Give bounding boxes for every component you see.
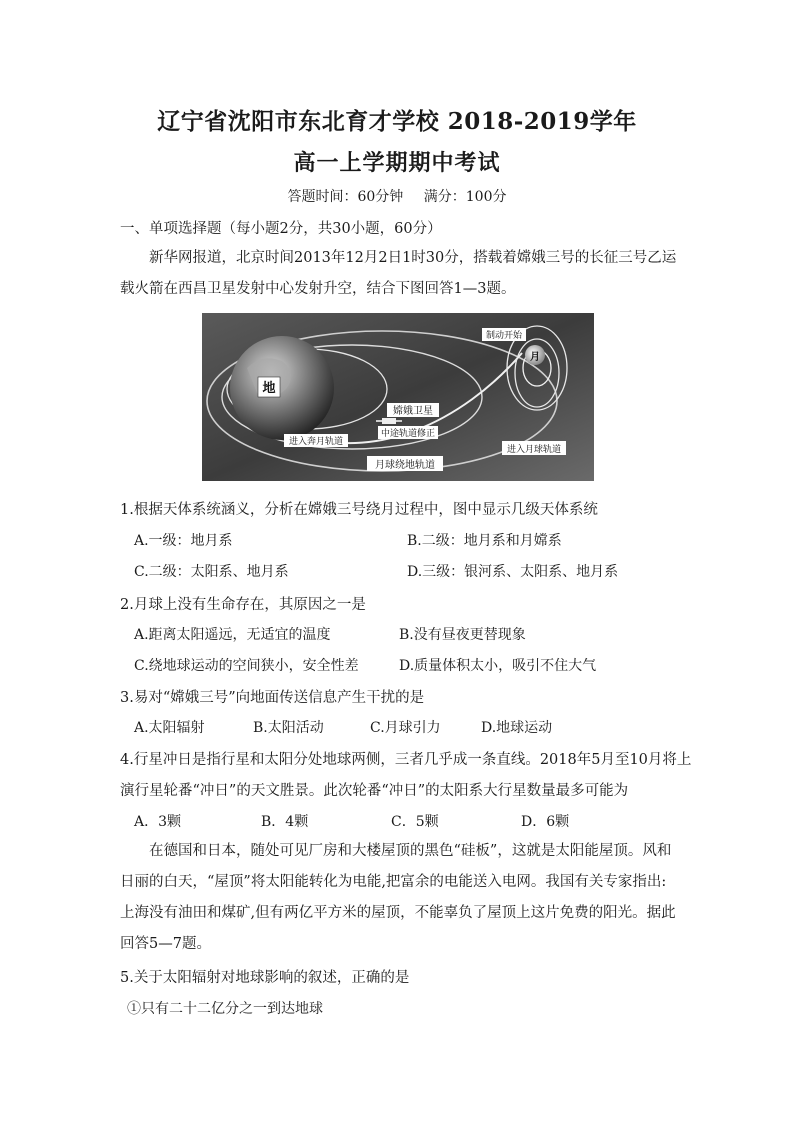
question-1-option-a: A.一级：地月系: [134, 533, 233, 549]
score-info: 满分：100分: [423, 189, 507, 205]
orbit-diagram: [202, 313, 594, 481]
passage-1-text: 新华网报道，北京时间2013年12月2日1时30分，搭载着嫦娥三号的长征三号乙运载火箭在西昌卫星发射中心发射升空，结合下图回答1—3题。: [120, 250, 677, 297]
question-2-stem: 2.月球上没有生命存在，其原因之一是: [120, 597, 366, 613]
question-4-option-c: C．5颗: [391, 814, 439, 830]
question-4-stem-line1: 4.行星冲日是指行星和太阳分处地球两侧，三者几乎成一条直线。2018年5月至10月将上: [120, 752, 692, 768]
question-3-option-a: A.太阳辐射: [134, 720, 205, 736]
orbit-figure: [202, 313, 594, 481]
question-3-option-b: B.太阳活动: [253, 720, 324, 736]
time-info: 答题时间：60分钟: [287, 189, 404, 205]
question-1-option-c: C.二级：太阳系、地月系: [134, 564, 289, 580]
lunar-orbit-label: 进入月球轨道: [506, 445, 562, 455]
question-1-option-b: B.二级：地月系和月嫦系: [407, 533, 562, 549]
question-4-stem-line2: 演行星轮番“冲日”的天文胜景。此次轮番“冲日”的太阳系大行星数量最多可能为: [120, 783, 629, 799]
question-1-stem: 1.根据天体系统涵义，分析在嫦娥三号绕月过程中，图中显示几级天体系统: [120, 502, 598, 518]
question-3-option-d: D.地球运动: [481, 720, 553, 736]
transfer-label: 进入奔月轨道: [288, 437, 344, 447]
question-5-item-1: ①只有二十二亿分之一到达地球: [127, 1001, 323, 1017]
question-4-option-b: B．4颗: [261, 814, 309, 830]
question-2-option-a: A.距离太阳遥远，无适宜的温度: [134, 627, 331, 643]
passage-2: [120, 836, 680, 960]
satellite-panel-right: [396, 420, 402, 422]
moon-earth-orbit-label: 月球绕地轨道: [375, 460, 435, 471]
satellite-icon: [382, 418, 396, 424]
question-1-option-d: D.三级：银河系、太阳系、地月系: [407, 564, 619, 580]
exam-title-line2: 高一上学期期中考试: [293, 150, 501, 176]
question-5-stem: 5.关于太阳辐射对地球影响的叙述，正确的是: [120, 970, 410, 986]
question-2-option-c: C.绕地球运动的空间狭小，安全性差: [134, 658, 359, 674]
exam-title-line1: 辽宁省沈阳市东北育才学校 2018-2019学年: [157, 108, 637, 135]
brake-label: 制动开始: [485, 331, 523, 341]
question-4-option-d: D．6颗: [521, 814, 570, 830]
midcourse-label: 中途轨道修正: [380, 429, 436, 439]
satellite-label: 嫦娥卫星: [393, 406, 433, 417]
passage-1: [120, 243, 680, 305]
question-2-option-d: D.质量体积太小，吸引不住大气: [399, 658, 597, 674]
question-2-option-b: B.没有昼夜更替现象: [399, 627, 526, 643]
question-4-option-a: A．3颗: [134, 814, 182, 830]
satellite-panel-left: [376, 420, 382, 422]
question-3-stem: 3.易对“嫦娥三号”向地面传送信息产生干扰的是: [120, 690, 425, 706]
earth-label: 地: [262, 381, 276, 396]
moon-label: 月: [530, 352, 540, 363]
section-heading: 一、单项选择题（每小题2分，共30小题，60分）: [120, 221, 442, 237]
passage-2-text: 在德国和日本，随处可见厂房和大楼屋顶的黑色“硅板”，这就是太阳能屋顶。风和日丽的白天，“屋顶”将太阳能转化为电能,把富余的电能送入电网。我国有关专家指出:上海没有油田和煤矿,但有两亿平方米的屋顶，不能辜负了屋顶上这片免费的阳光。据此回答5—7题。: [120, 843, 676, 952]
question-3-option-c: C.月球引力: [370, 720, 441, 736]
exam-info: [0, 186, 794, 206]
